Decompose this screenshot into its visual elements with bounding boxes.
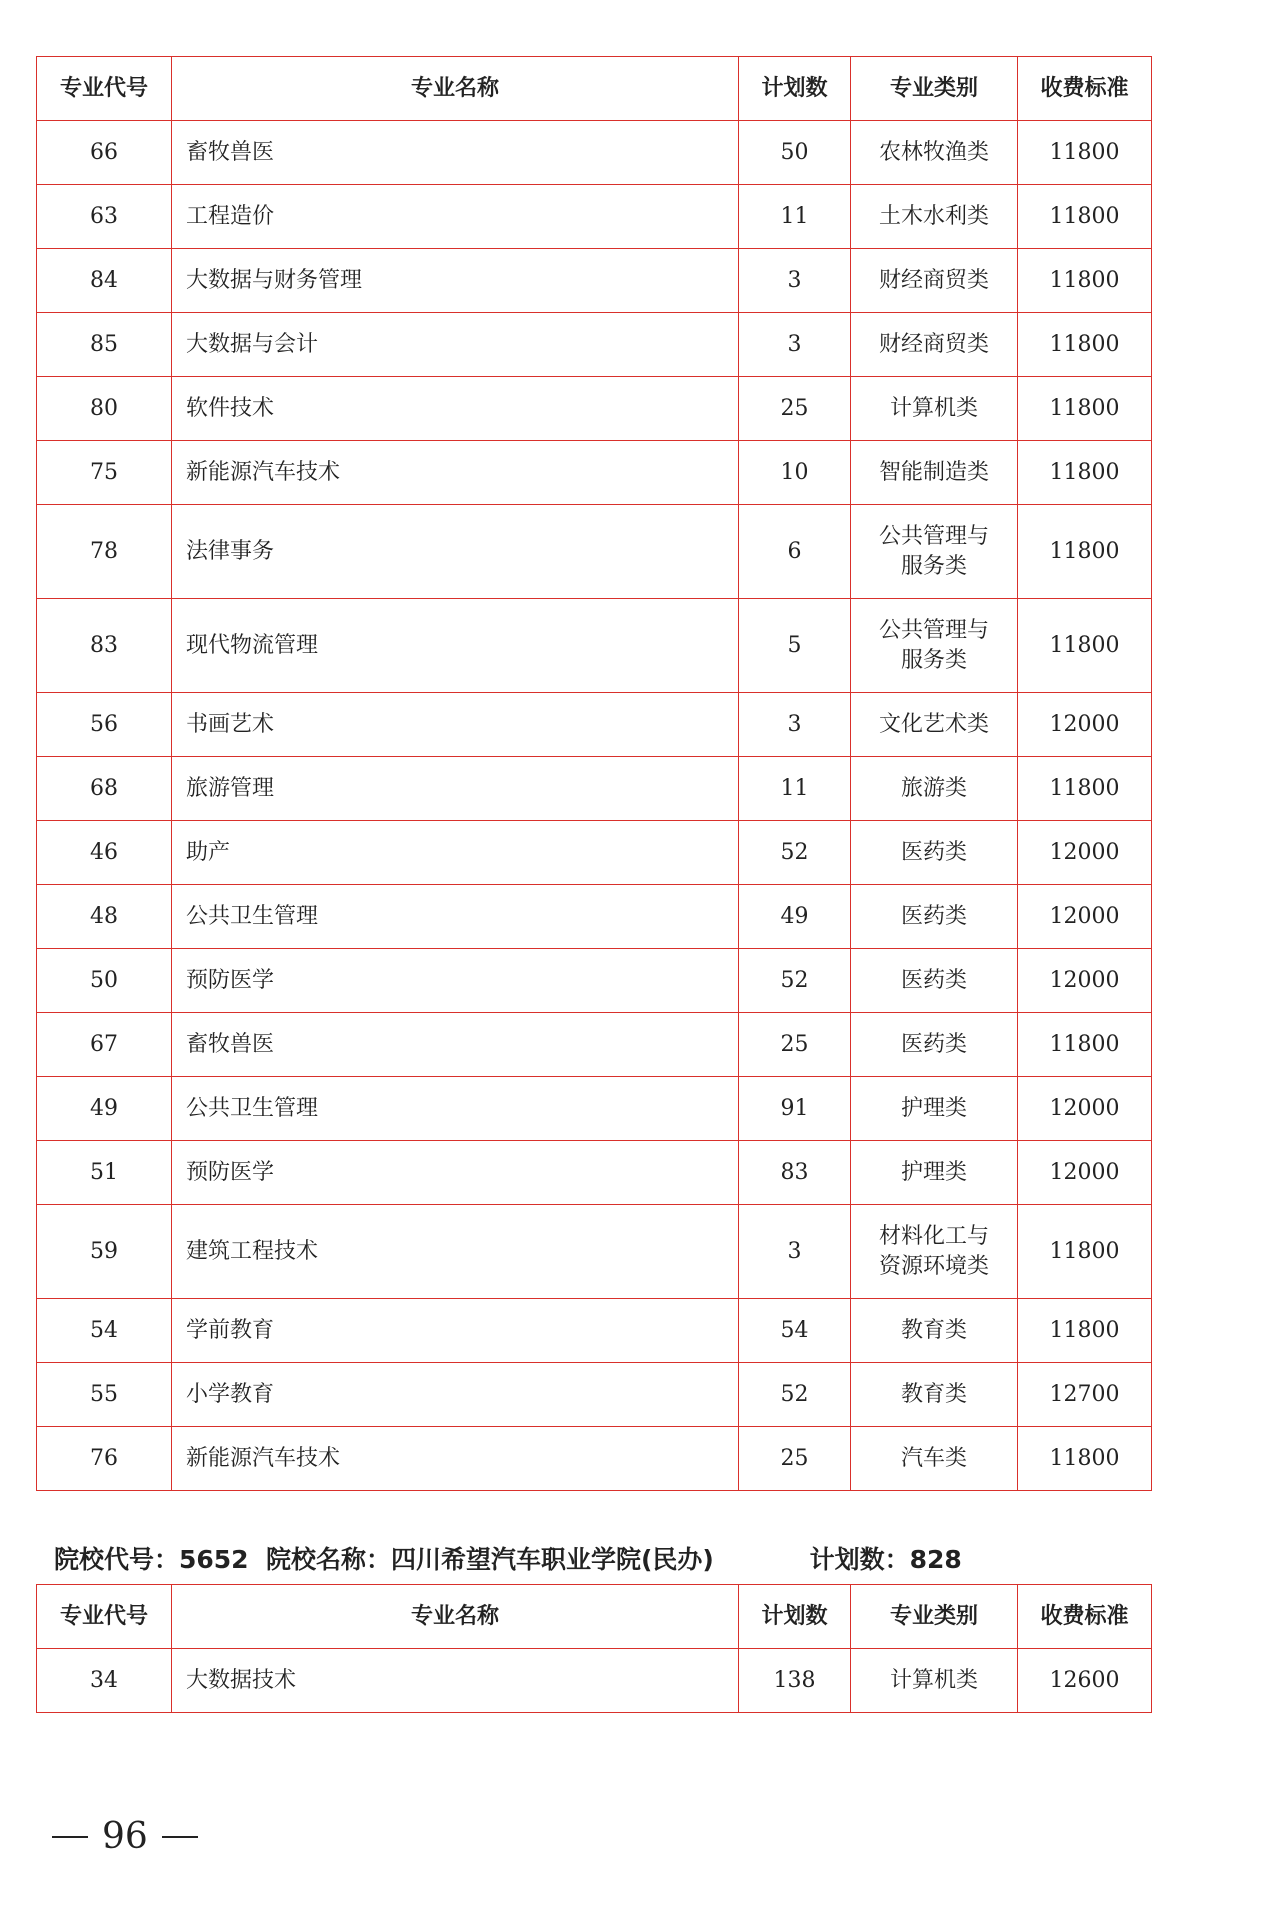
cell-name: 畜牧兽医: [172, 121, 739, 185]
cell-category: 公共管理与 服务类: [851, 599, 1018, 693]
table-row: [37, 599, 1152, 693]
table-row: [37, 1649, 1152, 1713]
majors-table-1: [36, 56, 1152, 1491]
cell-plan: 3: [739, 313, 851, 377]
cell-category: 教育类: [851, 1363, 1018, 1427]
cell-code: 46: [37, 821, 172, 885]
cell-category: 公共管理与 服务类: [851, 505, 1018, 599]
cell-category: 农林牧渔类: [851, 121, 1018, 185]
header-plan: 计划数: [739, 57, 851, 121]
cell-fee: 12000: [1018, 821, 1152, 885]
cell-category: 护理类: [851, 1141, 1018, 1205]
table-row: [37, 121, 1152, 185]
cell-name: 公共卫生管理: [172, 885, 739, 949]
cell-plan: 52: [739, 1363, 851, 1427]
cell-name: 工程造价: [172, 185, 739, 249]
cell-category: 计算机类: [851, 1649, 1018, 1713]
cell-code: 49: [37, 1077, 172, 1141]
cell-name: 公共卫生管理: [172, 1077, 739, 1141]
cell-fee: 11800: [1018, 1299, 1152, 1363]
cell-name: 现代物流管理: [172, 599, 739, 693]
cell-plan: 49: [739, 885, 851, 949]
table-row: [37, 441, 1152, 505]
cell-fee: 11800: [1018, 1427, 1152, 1491]
table-row: [37, 757, 1152, 821]
cell-plan: 25: [739, 1427, 851, 1491]
cell-category: 旅游类: [851, 757, 1018, 821]
header-name: 专业名称: [172, 1585, 739, 1649]
cell-code: 63: [37, 185, 172, 249]
cell-code: 66: [37, 121, 172, 185]
page-dash-left: [52, 1836, 88, 1838]
cell-name: 学前教育: [172, 1299, 739, 1363]
cell-fee: 11800: [1018, 505, 1152, 599]
cell-plan: 3: [739, 693, 851, 757]
cell-name: 预防医学: [172, 1141, 739, 1205]
page-number-value: 96: [102, 1816, 148, 1857]
cell-code: 55: [37, 1363, 172, 1427]
majors-table-2-body: [37, 1649, 1152, 1713]
table-row: [37, 505, 1152, 599]
header-category: 专业类别: [851, 1585, 1018, 1649]
cell-plan: 25: [739, 1013, 851, 1077]
cell-category: 计算机类: [851, 377, 1018, 441]
cell-category: 医药类: [851, 949, 1018, 1013]
cell-fee: 11800: [1018, 313, 1152, 377]
cell-fee: 11800: [1018, 441, 1152, 505]
cell-name: 法律事务: [172, 505, 739, 599]
cell-category: 医药类: [851, 821, 1018, 885]
cell-fee: 12000: [1018, 693, 1152, 757]
cell-name: 大数据技术: [172, 1649, 739, 1713]
table-row: [37, 1363, 1152, 1427]
cell-code: 48: [37, 885, 172, 949]
table-row: [37, 313, 1152, 377]
cell-fee: 12000: [1018, 1077, 1152, 1141]
table-row: [37, 185, 1152, 249]
cell-code: 56: [37, 693, 172, 757]
cell-plan: 91: [739, 1077, 851, 1141]
table-row: [37, 1141, 1152, 1205]
cell-name: 建筑工程技术: [172, 1205, 739, 1299]
cell-category: 汽车类: [851, 1427, 1018, 1491]
cell-fee: 12000: [1018, 885, 1152, 949]
cell-plan: 3: [739, 249, 851, 313]
cell-plan: 11: [739, 185, 851, 249]
table-row: [37, 1427, 1152, 1491]
cell-plan: 11: [739, 757, 851, 821]
majors-table-1-body: [37, 121, 1152, 1491]
cell-code: 54: [37, 1299, 172, 1363]
cell-fee: 12700: [1018, 1363, 1152, 1427]
cell-code: 68: [37, 757, 172, 821]
cell-fee: 11800: [1018, 121, 1152, 185]
cell-fee: 11800: [1018, 1205, 1152, 1299]
cell-category: 智能制造类: [851, 441, 1018, 505]
cell-name: 小学教育: [172, 1363, 739, 1427]
cell-fee: 11800: [1018, 599, 1152, 693]
cell-name: 软件技术: [172, 377, 739, 441]
cell-fee: 11800: [1018, 757, 1152, 821]
cell-plan: 52: [739, 949, 851, 1013]
cell-plan: 83: [739, 1141, 851, 1205]
table-row: [37, 1299, 1152, 1363]
majors-table-2: [36, 1584, 1152, 1713]
cell-code: 51: [37, 1141, 172, 1205]
cell-plan: 3: [739, 1205, 851, 1299]
cell-category: 教育类: [851, 1299, 1018, 1363]
cell-fee: 11800: [1018, 1013, 1152, 1077]
table-row: [37, 821, 1152, 885]
cell-category: 护理类: [851, 1077, 1018, 1141]
header-code: 专业代号: [37, 57, 172, 121]
cell-plan: 50: [739, 121, 851, 185]
table-row: [37, 1205, 1152, 1299]
table-row: [37, 377, 1152, 441]
cell-code: 50: [37, 949, 172, 1013]
cell-name: 新能源汽车技术: [172, 441, 739, 505]
cell-code: 67: [37, 1013, 172, 1077]
header-code: 专业代号: [37, 1585, 172, 1649]
cell-code: 85: [37, 313, 172, 377]
header-fee: 收费标准: [1018, 57, 1152, 121]
table-row: [37, 1013, 1152, 1077]
cell-name: 新能源汽车技术: [172, 1427, 739, 1491]
cell-category: 材料化工与 资源环境类: [851, 1205, 1018, 1299]
cell-category: 土木水利类: [851, 185, 1018, 249]
cell-code: 75: [37, 441, 172, 505]
cell-name: 书画艺术: [172, 693, 739, 757]
page-dash-right: [162, 1836, 198, 1838]
cell-fee: 12000: [1018, 949, 1152, 1013]
cell-code: 34: [37, 1649, 172, 1713]
cell-code: 84: [37, 249, 172, 313]
cell-fee: 12000: [1018, 1141, 1152, 1205]
table-header-row: [37, 1585, 1152, 1649]
cell-plan: 5: [739, 599, 851, 693]
cell-code: 80: [37, 377, 172, 441]
cell-name: 畜牧兽医: [172, 1013, 739, 1077]
cell-category: 医药类: [851, 885, 1018, 949]
cell-category: 文化艺术类: [851, 693, 1018, 757]
header-category: 专业类别: [851, 57, 1018, 121]
cell-fee: 12600: [1018, 1649, 1152, 1713]
cell-plan: 138: [739, 1649, 851, 1713]
table-row: [37, 249, 1152, 313]
table-row: [37, 1077, 1152, 1141]
header-name: 专业名称: [172, 57, 739, 121]
cell-fee: 11800: [1018, 249, 1152, 313]
cell-category: 财经商贸类: [851, 249, 1018, 313]
cell-plan: 10: [739, 441, 851, 505]
cell-code: 78: [37, 505, 172, 599]
table-row: [37, 693, 1152, 757]
cell-category: 财经商贸类: [851, 313, 1018, 377]
header-fee: 收费标准: [1018, 1585, 1152, 1649]
cell-plan: 54: [739, 1299, 851, 1363]
school-info: 院校代号：5652 院校名称：四川希望汽车职业学院(民办) 计划数：828: [54, 1545, 962, 1574]
cell-name: 预防医学: [172, 949, 739, 1013]
cell-name: 旅游管理: [172, 757, 739, 821]
cell-fee: 11800: [1018, 185, 1152, 249]
cell-code: 76: [37, 1427, 172, 1491]
table-row: [37, 885, 1152, 949]
table-header-row: [37, 57, 1152, 121]
table-row: [37, 949, 1152, 1013]
cell-name: 大数据与财务管理: [172, 249, 739, 313]
header-plan: 计划数: [739, 1585, 851, 1649]
cell-name: 大数据与会计: [172, 313, 739, 377]
cell-plan: 6: [739, 505, 851, 599]
cell-plan: 25: [739, 377, 851, 441]
cell-code: 59: [37, 1205, 172, 1299]
cell-name: 助产: [172, 821, 739, 885]
cell-category: 医药类: [851, 1013, 1018, 1077]
cell-fee: 11800: [1018, 377, 1152, 441]
cell-plan: 52: [739, 821, 851, 885]
cell-code: 83: [37, 599, 172, 693]
page-number: [52, 1816, 198, 1857]
